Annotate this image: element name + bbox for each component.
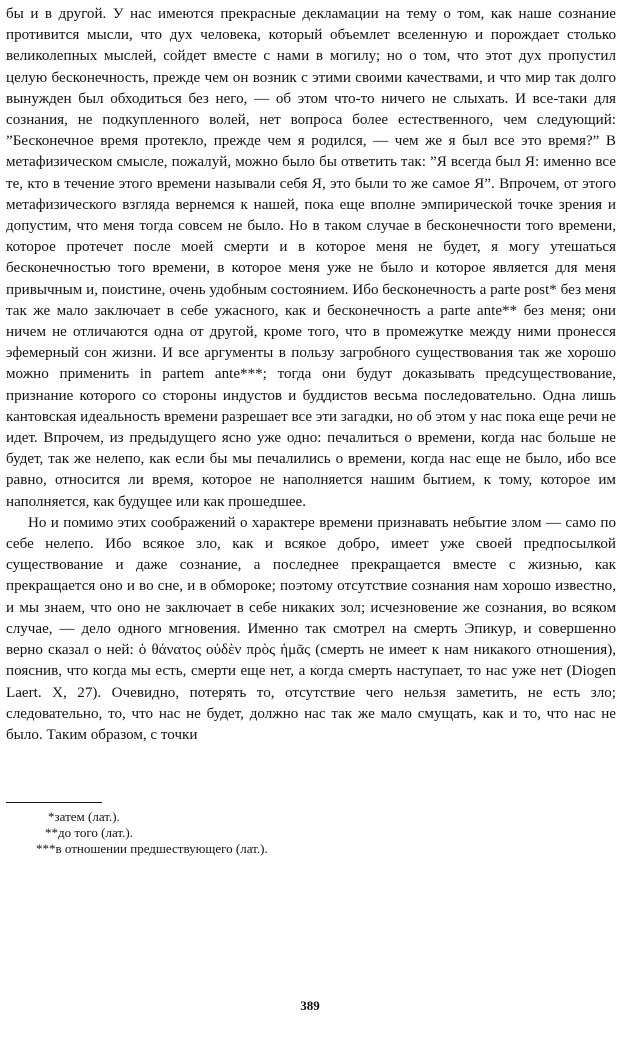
- footnote: [6, 841, 616, 857]
- footnote-mark: ***: [36, 841, 56, 857]
- footnote-mark: **: [45, 825, 58, 841]
- footnote-text: затем (лат.).: [54, 809, 120, 825]
- footnotes: [6, 809, 616, 857]
- footnote-text: до того (лат.).: [58, 825, 133, 841]
- page-number: 389: [300, 998, 320, 1013]
- paragraph: бы и в другой. У нас имеются прекрасные декламации на тему о том, как наше сознание противится мысли, что дух человека, который объемлет вселенную и порождает столько великолепных мыслей, сойдет вместе с нами в могилу; но о том, что этот дух пропустил целую бесконечность, прежде чем он возник с этими своими качествами, и что мир так долго вынужден был обходиться без него, — об этом что-то ничего не слыхать. И все-таки для сознания, не подкупленного волей, нет вопроса более естественного, чем следующий: ”Бесконечное время протекло, прежде чем я родился, — чем же я был все это время?” В метафизическом смысле, пожалуй, можно было бы ответить так: ”Я всегда был Я: именно все те, кто в течение этого времени называли себя Я, это были то же самое Я”. Впрочем, от этого метафизического взгляда вернемся к нашей, пока еще вполне эмпирической точке зрения и допустим, что меня тогда совсем не было. Но в таком случае в бесконечности того времени, которое протечет после моей смерти и в которое меня не будет, я могу утешаться бесконечностью того времени, в которое меня уже не было и которое является для меня привычным и, поистине, очень удобным состоянием. Ибо бесконечность a parte post* без меня так же мало заключает в себе ужасного, как и бесконечность a parte ante** без меня; они ничем не отличаются одна от другой, кроме того, что в промежутке между ними пронесся эфемерный сон жизни. И все аргументы в пользу загробного существования так же хорошо можно применить in partem ante***; тогда они будут доказывать предсуществование, признание которого со стороны индустов и буддистов весьма последовательно. Одна лишь кантовская идеальность времени разрешает все эти загадки, но об этом у нас пока еще речи не идет. Впрочем, из предыдущего ясно уже одно: печалиться о времени, когда нас больше не будет, так же нелепо, как если бы мы печалились о времени, когда нас еще не было, ибо все равно, относится ли время, которое не наполняется нашим бытием, к тому, которое им наполняется, как будущее или как прошедшее.: [6, 6, 616, 510]
- footnote: [6, 809, 616, 825]
- footnote: [6, 825, 616, 841]
- footnote-divider: [6, 802, 102, 803]
- main-text: [6, 4, 616, 746]
- footnote-text: в отношении предшествующего (лат.).: [55, 841, 268, 857]
- footnote-mark: *: [48, 809, 55, 825]
- paragraph: Но и помимо этих соображений о характере времени признавать небытие злом — само по себе нелепо. Ибо всякое зло, как и всякое добро, имеет уже своей предпосылкой существование и даже сознание, а последнее прекращается вместе с жизнью, как прекращается оно и во сне, и в обмороке; поэтому отсутствие сознания нам хорошо известно, и мы знаем, что оно не заключает в себе никаких зол; исчезновение же сознания, во всяком случае, — дело одного мгновения. Именно так смотрел на смерть Эпикур, и совершенно верно сказал о ней: ὁ θάνατος οὐδὲν πρὸς ἡμᾶς (смерть не имеет к нам никакого отношения), пояснив, что когда мы есть, смерти еще нет, а когда смерть наступает, то нас уже нет (Diogen Laert. X, 27). Очевидно, потерять то, отсутствие чего нельзя заметить, не есть зло; следовательно, то, что нас не будет, должно нас так же мало смущать, как и то, что нас не было. Таким образом, с точки: [6, 514, 616, 743]
